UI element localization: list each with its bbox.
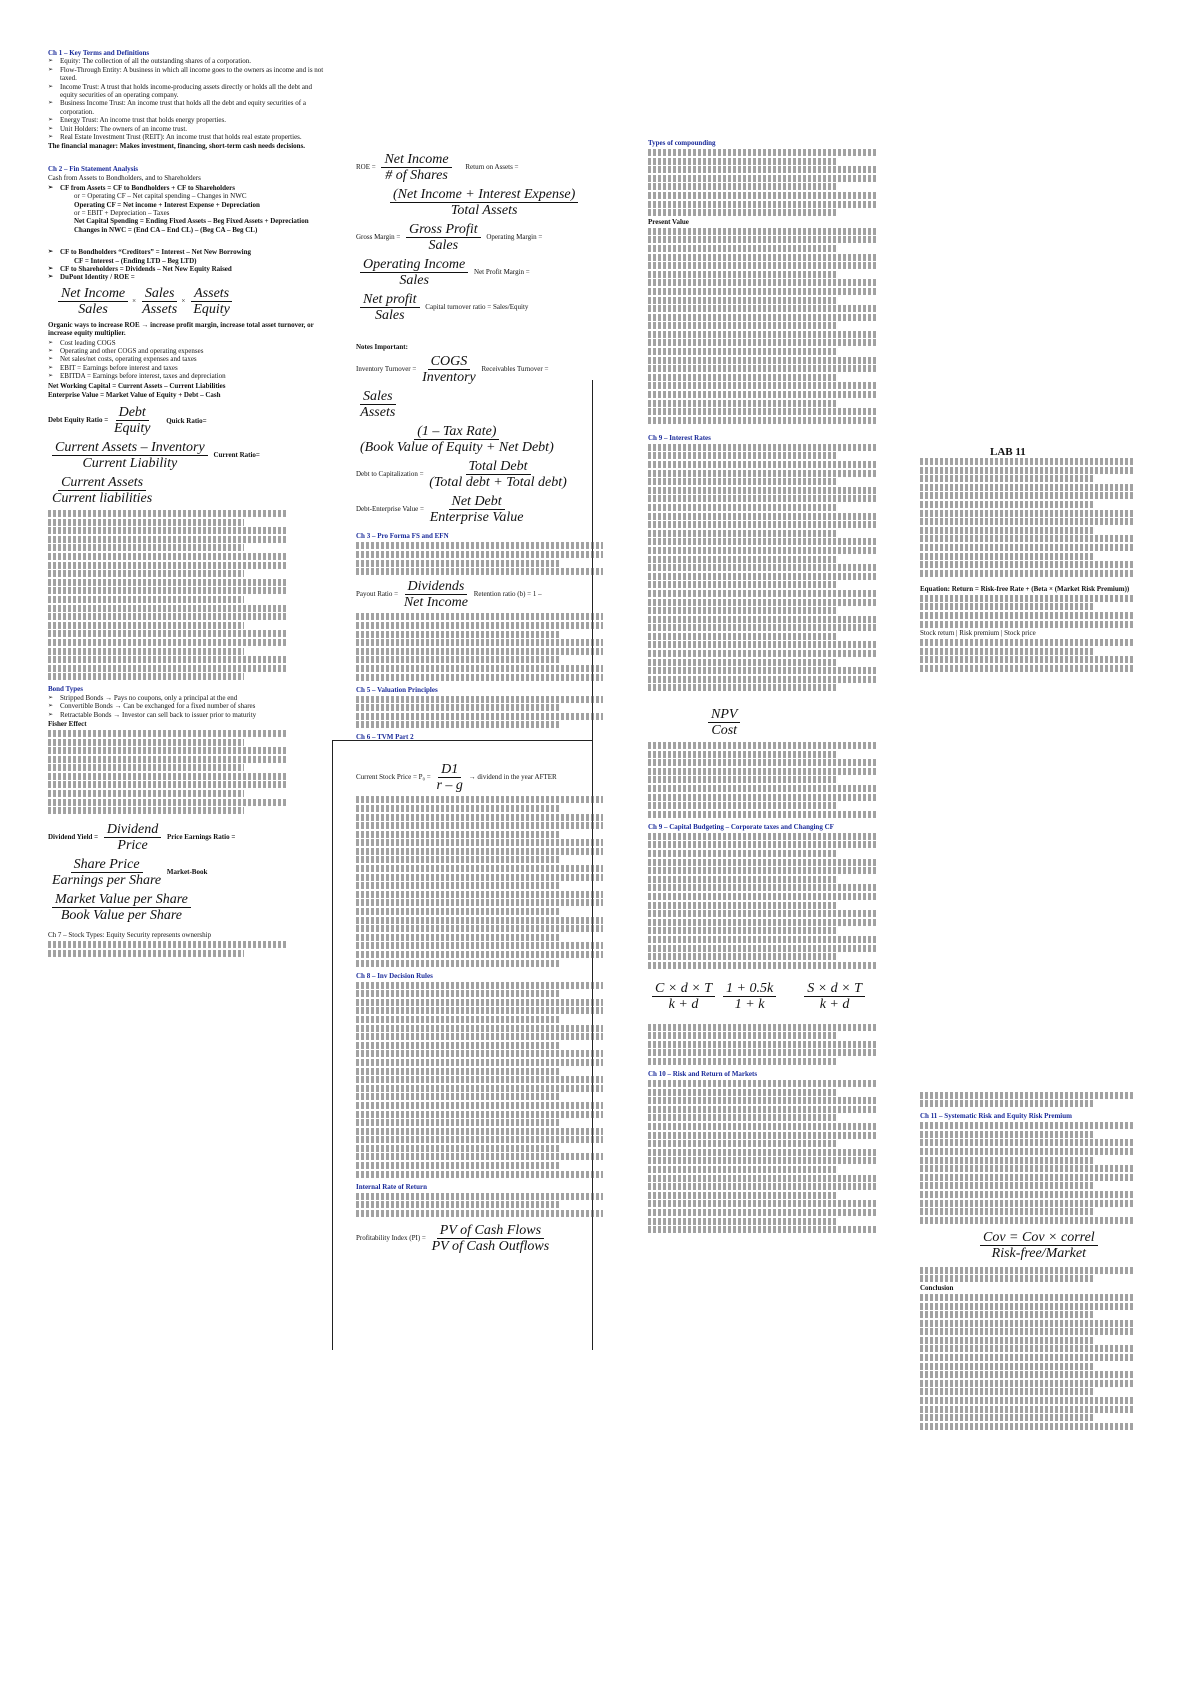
list-item: ➢ Real Estate Investment Trust (REIT): An income trust that holds real estate properties. [48, 133, 328, 141]
section-heading: Internal Rate of Return [356, 1182, 427, 1191]
note-text: Ch 7 – Stock Types: Equity Security represents ownership [48, 931, 212, 940]
column-divider [332, 740, 333, 1350]
fraction: $\frac{\text{Net profit}}{\text{Sales}}$ [360, 292, 420, 323]
section-heading: Ch 2 – Fin Statement Analysis [48, 164, 139, 173]
list-item: ➢ Flow-Through Entity: A business in which all income goes to the owners as income and is not taxed. [48, 66, 328, 83]
ratio-formula: $\frac{\text{Current Assets – Inventory}}{\text{Current Liability}}$ Current Ratio= [48, 438, 328, 473]
section-heading: Types of compounding [648, 139, 716, 147]
section-heading: LAB 11 [990, 446, 1026, 458]
section-heading: Ch 10 – Risk and Return of Markets [648, 1070, 758, 1079]
fraction: $\frac{\text{Gross Profit}}{\text{Sales}}$ [406, 222, 481, 253]
fraction: $\frac{\text{Dividends}}{\text{Net Income}}$ [403, 578, 468, 610]
column-3 [648, 134, 918, 1235]
fraction: $\frac{\text{(1 – Tax Rate)}}{\text{(Book Value of Equity + Net Debt)}}$ [360, 424, 554, 456]
list-item: ➢ Unit Holders: The owners of an income trust. [48, 125, 328, 133]
fraction: $\frac{C \times d \times T}{k + d}$ [652, 981, 715, 1012]
fraction: $\frac{D1}{r - g}$ [436, 761, 463, 793]
section-heading: Ch 5 – Valuation Principles [356, 685, 438, 694]
note-text: The financial manager: Makes investment, financing, short-term cash needs decisions. [48, 142, 306, 151]
formula-row [386, 185, 646, 220]
note-text: CF = Interest – (Ending LTD – Beg LTD) [74, 256, 197, 265]
list-item: ➢ Operating and other COGS and operating expenses [48, 347, 328, 355]
formula-row: Current Stock Price = P₀ = $\frac{D1}{r - g}$ → dividend in the year AFTER [356, 761, 557, 793]
formula-row: ROE = $\frac{\text{Net Income}}{\text{\# of Shares}}$ Return on Assets = [356, 152, 519, 183]
column-1 [48, 44, 328, 958]
fraction: $\frac{\text{Net Income}}{\text{Sales}}$ [58, 286, 128, 317]
list-item: ➢ Convertible Bonds → Can be exchanged for a fixed number of shares [48, 702, 328, 710]
list-item: ➢ CF to Shareholders = Dividends – Net New Equity Raised [48, 265, 328, 273]
formula-row: Inventory Turnover = $\frac{\text{COGS}}{\text{Inventory}}$ Receivables Turnover = [356, 354, 549, 386]
fraction: $\frac{1 + 0.5k}{1 + k}$ [723, 981, 776, 1012]
fraction: $\frac{\text{Share Price}}{\text{Earnings per Share}}$ [52, 857, 162, 889]
note-text: Operating CF = Net income + Interest Expense + Depreciation [74, 200, 260, 209]
fraction: $\frac{\text{PV of Cash Flows}}{\text{PV of Cash Outflows}}$ [431, 1222, 550, 1254]
list-item: ➢ Cost leading COGS [48, 339, 328, 347]
note-text: Stock return | Risk premium | Stock price [920, 629, 1036, 638]
dupont-formula: $\frac{\text{Net Income}}{\text{Sales}}$ × $\frac{\text{Sales}}{\text{Assets}}$ × $\frac{\text{Assets}}{\text{Equity}}$ [54, 284, 328, 319]
ratio-formula: Debt Equity Ratio = $\frac{\text{Debt}}{\text{Equity}}$ Quick Ratio= [48, 405, 207, 437]
section-heading: Ch 9 – Interest Rates [648, 433, 711, 442]
note-text: Conclusion [920, 1283, 954, 1292]
fraction: $\frac{S \times d \times T}{k + d}$ [804, 981, 865, 1012]
list-item: ➢ CF to Bondholders “Creditors” = Interest – Net New Borrowing [48, 248, 328, 256]
note-text: Changes in NWC = (End CA – End CL) – (Beg CA – Beg CL) [74, 225, 258, 234]
section-heading: Bond Types [48, 685, 83, 694]
section-heading: Ch 11 – Systematic Risk and Equity Risk Premium [920, 1112, 1072, 1121]
note-text: Fisher Effect [48, 719, 87, 728]
list-item: ➢ Equity: The collection of all the outstanding shares of a corporation. [48, 57, 328, 65]
note-text: Cash from Assets to Bondholders, and to Shareholders [48, 174, 201, 183]
fraction: $\frac{\text{Operating Income}}{\text{Sales}}$ [360, 257, 468, 288]
ratio-formula [48, 473, 328, 508]
fraction: $\frac{\text{Current Assets}}{\text{Current liabilities}}$ [52, 475, 153, 507]
section-heading: Ch 9 – Capital Budgeting – Corporate taxes and Changing CF [648, 822, 834, 831]
ratio-formula: Dividend Yield = $\frac{\text{Dividend}}{\text{Price}}$ Price Earnings Ratio = [48, 822, 236, 854]
fraction: $\frac{\text{Market Value per Share}}{\text{Book Value per Share}}$ [52, 892, 191, 923]
list-item: ➢ Energy Trust: An income trust that holds energy properties. [48, 116, 328, 124]
fraction: $\frac{\text{NPV}}{\text{Cost}}$ [708, 707, 740, 738]
fraction: $\frac{\text{Assets}}{\text{Equity}}$ [191, 286, 232, 317]
list-item: ➢ Net sales/net costs, operating expenses and taxes [48, 355, 328, 363]
fraction: $\frac{\text{Dividend}}{\text{Price}}$ [104, 822, 161, 853]
note-text: Net Working Capital = Current Assets – Current Liabilities [48, 381, 226, 390]
fraction: $\frac{\text{(Net Income + Interest Expense)}}{\text{Total Assets}}$ [390, 187, 578, 218]
section-heading: Ch 1 – Key Terms and Definitions [48, 49, 150, 57]
list-item: ➢ DuPont Identity / ROE = [48, 273, 328, 281]
fraction: $\frac{\text{Debt}}{\text{Equity}}$ [113, 405, 151, 437]
fraction: $\frac{\text{Sales}}{\text{Assets}}$ [142, 285, 178, 317]
fraction: $\frac{\text{COGS}}{\text{Inventory}}$ [422, 354, 476, 386]
note-text: Present Value [648, 217, 689, 226]
list-item: ➢ EBIT = Earnings before interest and taxes [48, 364, 328, 372]
fraction: $\frac{\text{Sales}}{\text{Assets}}$ [360, 389, 396, 421]
note-text: or = Operating CF – Net capital spending – Changes in NWC [74, 192, 247, 201]
formula-row: Profitability Index (PI) = $\frac{\text{PV of Cash Flows}}{\text{PV of Cash Outflows}}$ [356, 1222, 550, 1254]
formula-row: Debt-Enterprise Value = $\frac{\text{Net Debt}}{\text{Enterprise Value}}$ [356, 494, 524, 526]
list-item: ➢ Retractable Bonds → Investor can sell back to issuer prior to maturity [48, 711, 328, 719]
fraction: $\frac{\text{Total Debt}}{\text{(Total debt + Total debt)}}$ [429, 459, 567, 491]
formula-row: $\frac{\text{Net profit}}{\text{Sales}}$ Capital turnover ratio = Sales/Equity [356, 290, 646, 325]
note-text: Net Capital Spending = Ending Fixed Assets – Beg Fixed Assets + Depreciation [74, 217, 309, 226]
list-item: ➢ Stripped Bonds → Pays no coupons, only a principal at the end [48, 694, 328, 702]
formula-row: Gross Margin = $\frac{\text{Gross Profit}}{\text{Sales}}$ Operating Margin = [356, 222, 543, 253]
section-heading: Ch 8 – Inv Decision Rules [356, 971, 433, 980]
ratio-formula [48, 890, 328, 925]
ratio-formula: $\frac{\text{Share Price}}{\text{Earnings per Share}}$ Market-Book [52, 857, 208, 889]
list-item: ➢ CF from Assets = CF to Bondholders + CF to Shareholders [48, 184, 328, 192]
formula-row [648, 705, 918, 740]
formula-row [356, 422, 646, 457]
column-5 [920, 1090, 1170, 1431]
note-text: Notes Important: [356, 343, 408, 351]
definition-list [48, 57, 328, 141]
list-item: ➢ Business Income Trust: An income trust that holds all the debt and equity securities of a corporation. [48, 99, 328, 116]
note-text: Enterprise Value = Market Value of Equity + Debt – Cash [48, 391, 221, 399]
fraction: $\frac{\text{Cov = Cov × correl}}{\text{Risk-free/Market}}$ [980, 1230, 1098, 1261]
section-heading: Ch 6 – TVM Part 2 [356, 733, 414, 742]
column-4 [920, 448, 1170, 673]
section-heading: Ch 3 – Pro Forma FS and EFN [356, 532, 449, 541]
list-item: ➢ EBITDA = Earnings before interest, taxes and depreciation [48, 372, 328, 380]
formula-row: $\frac{\text{Operating Income}}{\text{Sales}}$ Net Profit Margin = [356, 255, 646, 290]
note-text: Equation: Return = Risk-free Rate + (Beta × (Market Risk Premium)) [920, 584, 1130, 593]
column-2 [356, 150, 646, 1256]
formula-row [356, 387, 646, 422]
formula-row: Debt to Capitalization = $\frac{\text{Total Debt}}{\text{(Total debt + Total debt)}}$ [356, 459, 567, 491]
note-text: Organic ways to increase ROE → increase profit margin, increase total asset turnover, or increase equity multiplier. [48, 320, 314, 338]
fraction: $\frac{\text{Net Debt}}{\text{Enterprise Value}}$ [429, 494, 524, 526]
note-text: or = EBIT + Depreciation – Taxes [74, 208, 170, 217]
ccaf-formula [648, 979, 918, 1014]
formula-row: Payout Ratio = $\frac{\text{Dividends}}{\text{Net Income}}$ Retention ratio (b) = 1 – [356, 578, 542, 610]
formula-row [920, 1228, 1170, 1263]
fraction: $\frac{\text{Current Assets – Inventory}}{\text{Current Liability}}$ [52, 440, 208, 471]
fraction: $\frac{\text{Net Income}}{\text{\# of Shares}}$ [381, 152, 451, 183]
list-item: ➢ Income Trust: A trust that holds income-producing assets directly or holds all the debt and equity securities of an operating company. [48, 83, 328, 100]
